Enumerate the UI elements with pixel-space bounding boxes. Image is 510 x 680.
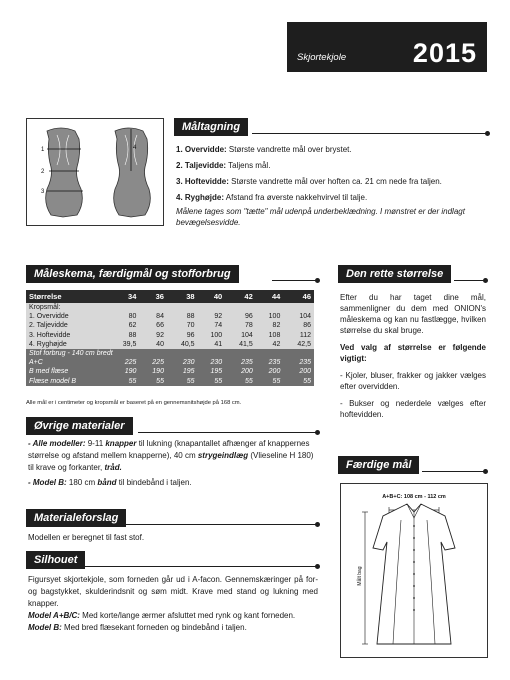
figure-number-4: 4 <box>133 145 137 151</box>
pattern-year: 2015 <box>412 38 477 68</box>
rette-paragraph: Ved valg af størrelse er følgende vigtigt: <box>340 343 486 363</box>
table-note: Alle mål er i centimeter og kropsmål er baseret på en gennemsnitshøjde på 168 cm. <box>26 400 242 406</box>
section-rule <box>82 566 317 567</box>
section-maaleskema <box>26 265 320 283</box>
rette-paragraph: Efter du har taget dine mål, sammenligner du dem med ONION's måleskema og kan nu fastlægge, hvilken størrelse du skal bruge. <box>340 293 486 335</box>
section-faerdige <box>338 456 488 474</box>
section-rule <box>138 432 317 433</box>
section-title: Silhouet <box>26 551 85 569</box>
width-label: A+B+C: 108 cm - 112 cm <box>382 494 446 500</box>
section-dot <box>315 522 320 527</box>
section-dot <box>483 469 488 474</box>
table-row: B med flæse 190 190 195 195 200 200 200 <box>26 367 314 376</box>
materialeforslag-text: Modellen er beregnet til fast stof. <box>28 533 145 542</box>
table-row: 1. Overvidde 80 84 88 92 96 100 104 <box>26 312 314 321</box>
figure-number-1: 1 <box>41 147 45 153</box>
measurement-figure <box>26 118 164 226</box>
section-rule <box>454 280 485 281</box>
measure-item: 1. Overvidde: Største vandrette mål over brystet. <box>176 145 352 154</box>
section-dot <box>315 564 320 569</box>
section-title: Måltagning <box>174 118 248 136</box>
section-rule <box>124 524 317 525</box>
silhouet-text <box>28 574 318 634</box>
figure-number-2: 2 <box>41 169 45 175</box>
table-row: 3. Hoftevidde 88 92 96 100 104 108 112 <box>26 331 314 340</box>
rette-paragraph: - Kjoler, bluser, frakker og jakker vælges efter overvidden. <box>340 371 486 391</box>
length-label: Målt bag <box>357 566 363 586</box>
oevrige-line: - Model B: 180 cm bånd til bindebånd i taljen. <box>28 478 192 487</box>
table-row: Kropsmål: <box>26 303 314 312</box>
rette-paragraph: - Bukser og nederdele vælges efter hoftevidden. <box>340 399 486 419</box>
measurement-instructions <box>176 144 488 233</box>
table-row: Flæse model B 55 55 55 55 55 55 55 <box>26 377 314 386</box>
body-form-illustration <box>27 119 163 225</box>
dress-illustration <box>341 484 487 657</box>
size-table <box>26 290 314 386</box>
section-oevrige <box>26 417 320 435</box>
section-silhouet <box>26 551 320 569</box>
pattern-name: Skjortekjole <box>297 52 347 63</box>
table-header-row: Størrelse 34 36 38 40 42 44 46 <box>26 290 314 303</box>
table-row: 4. Ryghøjde 39,5 40 40,5 41 41,5 42 42,5 <box>26 340 314 349</box>
oevrige-text <box>28 438 318 489</box>
silhouet-paragraph: Figursyet skjortekjole, som forneden går ud i A-facon. Gennemskæringer på for- og bagstykket, skulderindsnit og søm midt. Krave med stand og lukning med knapper. <box>28 575 318 608</box>
rette-text <box>340 292 486 426</box>
section-maaltagning <box>174 118 490 136</box>
figure-number-3: 3 <box>41 189 45 195</box>
finished-measurements-figure <box>340 483 488 658</box>
section-dot <box>315 430 320 435</box>
section-title: Den rette størrelse <box>338 265 451 283</box>
silhouet-paragraph: Model B: Med bred flæsekant forneden og bindebånd i taljen. <box>28 623 247 632</box>
table-row: Stof forbrug - 140 cm bredt <box>26 349 314 358</box>
oevrige-line: - Alle modeller: 9-11 knapper til lukning (knapantallet afhænger af knappernes størrelse og afstand mellem knapperne), 40 cm strygeindlæg (Vlieseline H 180) til krave og forkanter, tråd. <box>28 439 314 472</box>
measure-note: Målene tages som "tætte" mål udenpå underbeklædning. I mønstret er der indlagt bevægelsesvidde. <box>176 207 465 227</box>
silhouet-paragraph: Model A+B/C: Med korte/lange ærmer afsluttet med rynk og kant forneden. <box>28 611 296 620</box>
measure-item: 4. Ryghøjde: Afstand fra øverste nakkehvirvel til talje. <box>176 193 368 202</box>
pattern-header <box>287 22 487 72</box>
section-materialeforslag <box>26 509 320 527</box>
section-rule <box>272 280 317 281</box>
section-title: Måleskema, færdigmål og stofforbrug <box>26 265 239 283</box>
table-row: A+C 225 225 230 230 235 235 235 <box>26 358 314 367</box>
measure-item: 2. Taljevidde: Taljens mål. <box>176 161 271 170</box>
section-dot <box>485 131 490 136</box>
section-rule <box>252 133 487 134</box>
section-rule <box>422 471 485 472</box>
section-title: Øvrige materialer <box>26 417 133 435</box>
measure-item: 3. Hoftevidde: Største vandrette mål over hoften ca. 21 cm nede fra taljen. <box>176 177 442 186</box>
section-title: Materialeforslag <box>26 509 126 527</box>
section-dot <box>315 278 320 283</box>
section-rette <box>338 265 488 283</box>
table-row: 2. Taljevidde 62 66 70 74 78 82 86 <box>26 321 314 330</box>
section-dot <box>483 278 488 283</box>
section-title: Færdige mål <box>338 456 419 474</box>
